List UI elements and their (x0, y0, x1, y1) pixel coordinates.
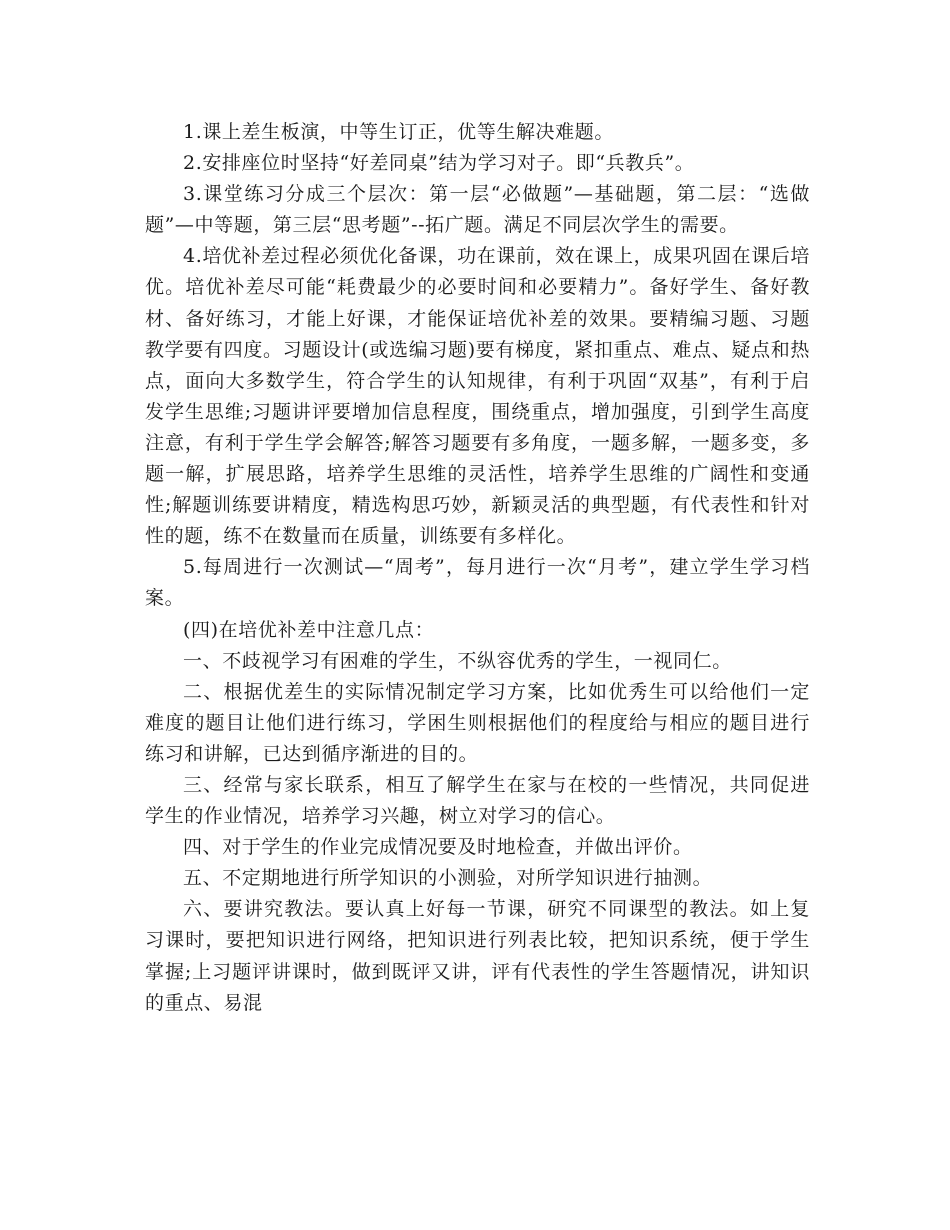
document-body (145, 117, 810, 1019)
paragraph-point-5: 五、不定期地进行所学知识的小测验，对所学知识进行抽测。 (183, 867, 713, 890)
paragraph-4: 4.培优补差过程必须优化备课，功在课前，效在课上，成果巩固在课后培优。培优补差尽可能“耗费最少的必要时间和必要精力”。备好学生、备好教材、备好练习，才能上好课，才能保证培优补差的效果。要精编习题、习题教学要有四度。习题设计(或选编习题)要有梯度，紧扣重点、难点、疑点和热点，面向大多数学生，符合学生的认知规律，有利于巩固“双基”，有利于启发学生思维;习题讲评要增加信息程度，围绕重点，增加强度，引到学生高度注意，有利于学生学会解答;解答习题要有多角度，一题多解，一题多变，多题一解，扩展思路，培养学生思维的灵活性，培养学生思维的广阔性和变通性;解题训练要讲精度，精选构思巧妙，新颖灵活的典型题，有代表性和针对性的题，练不在数量而在质量，训练要有多样化。 (145, 245, 810, 548)
section-heading-4: (四)在培优补差中注意几点： (183, 618, 435, 641)
paragraph-point-6: 六、要讲究教法。要认真上好每一节课，研究不同课型的教法。如上复习课时，要把知识进行网络，把知识进行列表比较，把知识系统，便于学生掌握;上习题评讲课时，做到既评又讲，评有代表性的学生答题情况，讲知识的重点、易混 (145, 898, 810, 1014)
paragraph-point-1: 一、不歧视学习有困难的学生，不纵容优秀的学生，一视同仁。 (183, 649, 732, 672)
paragraph-3: 3.课堂练习分成三个层次：第一层“必做题”—基础题，第二层：“选做题”—中等题，第三层“思考题”--拓广题。满足不同层次学生的需要。 (145, 183, 810, 237)
paragraph-point-4: 四、对于学生的作业完成情况要及时地检查，并做出评价。 (183, 836, 693, 859)
paragraph-5: 5.每周进行一次测试—“周考”，每月进行一次“月考”，建立学生学习档案。 (145, 556, 810, 610)
paragraph-point-3: 三、经常与家长联系，相互了解学生在家与在校的一些情况，共同促进学生的作业情况，培养学习兴趣，树立对学习的信心。 (145, 773, 810, 828)
paragraph-2: 2.安排座位时坚持“好差同桌”结为学习对子。即“兵教兵”。 (183, 152, 695, 175)
paragraph-point-2: 二、根据优差生的实际情况制定学习方案，比如优秀生可以给他们一定难度的题目让他们进行练习，学困生则根据他们的程度给与相应的题目进行练习和讲解，已达到循序渐进的目的。 (145, 680, 810, 765)
paragraph-1: 1.课上差生板演，中等生订正，优等生解决难题。 (183, 121, 614, 143)
